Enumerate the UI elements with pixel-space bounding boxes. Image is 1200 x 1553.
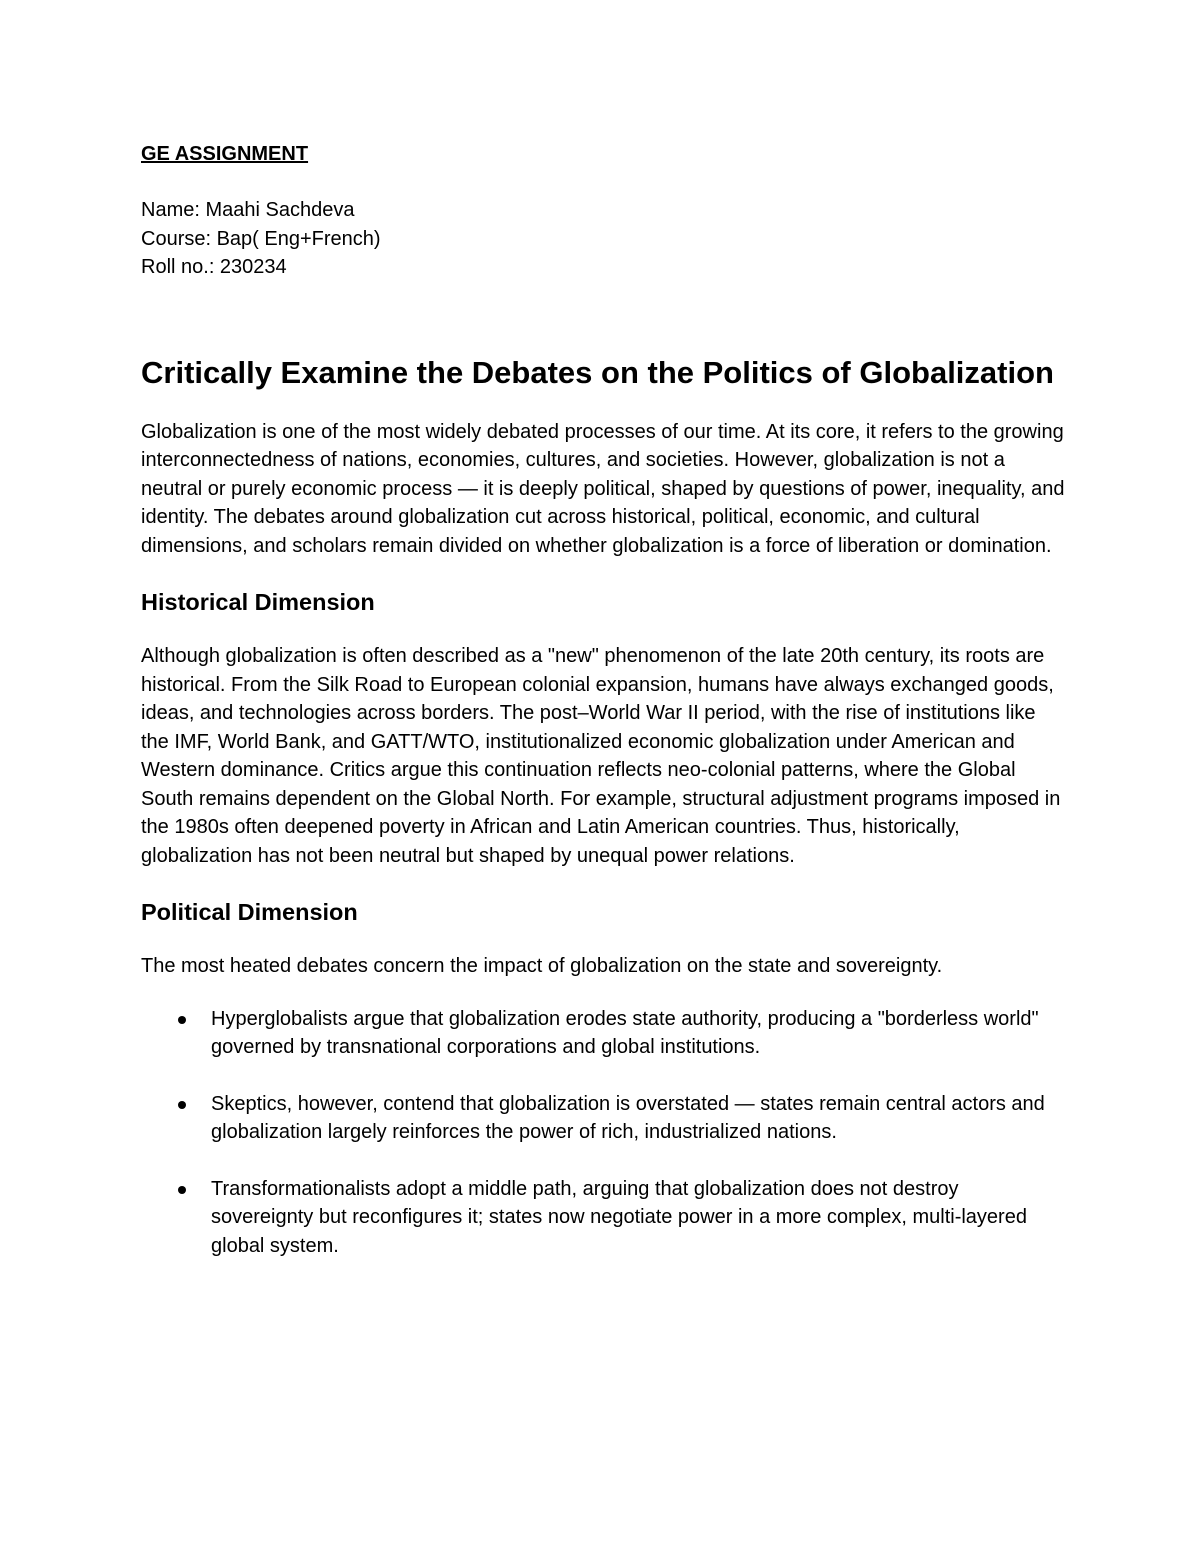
bullet-icon bbox=[178, 1016, 186, 1024]
historical-dimension-paragraph: Although globalization is often described as a "new" phenomenon of the late 20th century, its roots are historical. From the Silk Road to European colonial expansion, humans have always exchanged goods, ideas, and technologies across borders. The post–World War II period, with the rise of institutions like the IMF, World Bank, and GATT/WTO, institutionalized economic globalization under American and Western dominance. Critics argue this continuation reflects neo-colonial patterns, where the Global South remains dependent on the Global North. For example, structural adjustment programs imposed in the 1980s often deepened poverty in African and Latin American countries. Thus, historically, globalization has not been neutral but shaped by unequal power relations. bbox=[141, 645, 1061, 867]
political-dimension-heading: Political Dimension bbox=[141, 899, 358, 925]
list-item bbox=[141, 1005, 1066, 1062]
essay-title: Critically Examine the Debates on the Politics of Globalization bbox=[141, 354, 1054, 390]
list-item bbox=[141, 1090, 1066, 1147]
historical-dimension-heading: Historical Dimension bbox=[141, 589, 375, 615]
list-item-text: Transformationalists adopt a middle path, arguing that globalization does not destroy sovereignty but reconfigures it; states now negotiate power in a more complex, multi-layered global system. bbox=[211, 1177, 1027, 1257]
document-page bbox=[141, 140, 1066, 1288]
bullet-icon bbox=[178, 1186, 186, 1194]
bullet-icon bbox=[178, 1101, 186, 1109]
list-item-text: Skeptics, however, contend that globalization is overstated — states remain central actors and globalization largely reinforces the power of rich, industrialized nations. bbox=[211, 1092, 1045, 1143]
assignment-title: GE ASSIGNMENT bbox=[141, 143, 309, 165]
list-item bbox=[141, 1175, 1066, 1261]
list-item-text: Hyperglobalists argue that globalization erodes state authority, producing a "borderless world" governed by transnational corporations and global institutions. bbox=[211, 1007, 1039, 1058]
intro-paragraph: Globalization is one of the most widely debated processes of our time. At its core, it refers to the growing interconnectedness of nations, economies, cultures, and societies. However, globalization is not a neutral or purely economic process — it is deeply political, shaped by questions of power, inequality, and identity. The debates around globalization cut across historical, political, economic, and cultural dimensions, and scholars remain divided on whether globalization is a force of liberation or domination. bbox=[141, 420, 1065, 557]
student-roll-number: Roll no.: 230234 bbox=[141, 256, 287, 278]
political-dimension-paragraph: The most heated debates concern the impact of globalization on the state and sovereignty. bbox=[141, 955, 943, 977]
student-course: Course: Bap( Eng+French) bbox=[141, 227, 381, 250]
political-views-list bbox=[141, 1005, 1066, 1261]
student-name: Name: Maahi Sachdeva bbox=[141, 199, 355, 221]
